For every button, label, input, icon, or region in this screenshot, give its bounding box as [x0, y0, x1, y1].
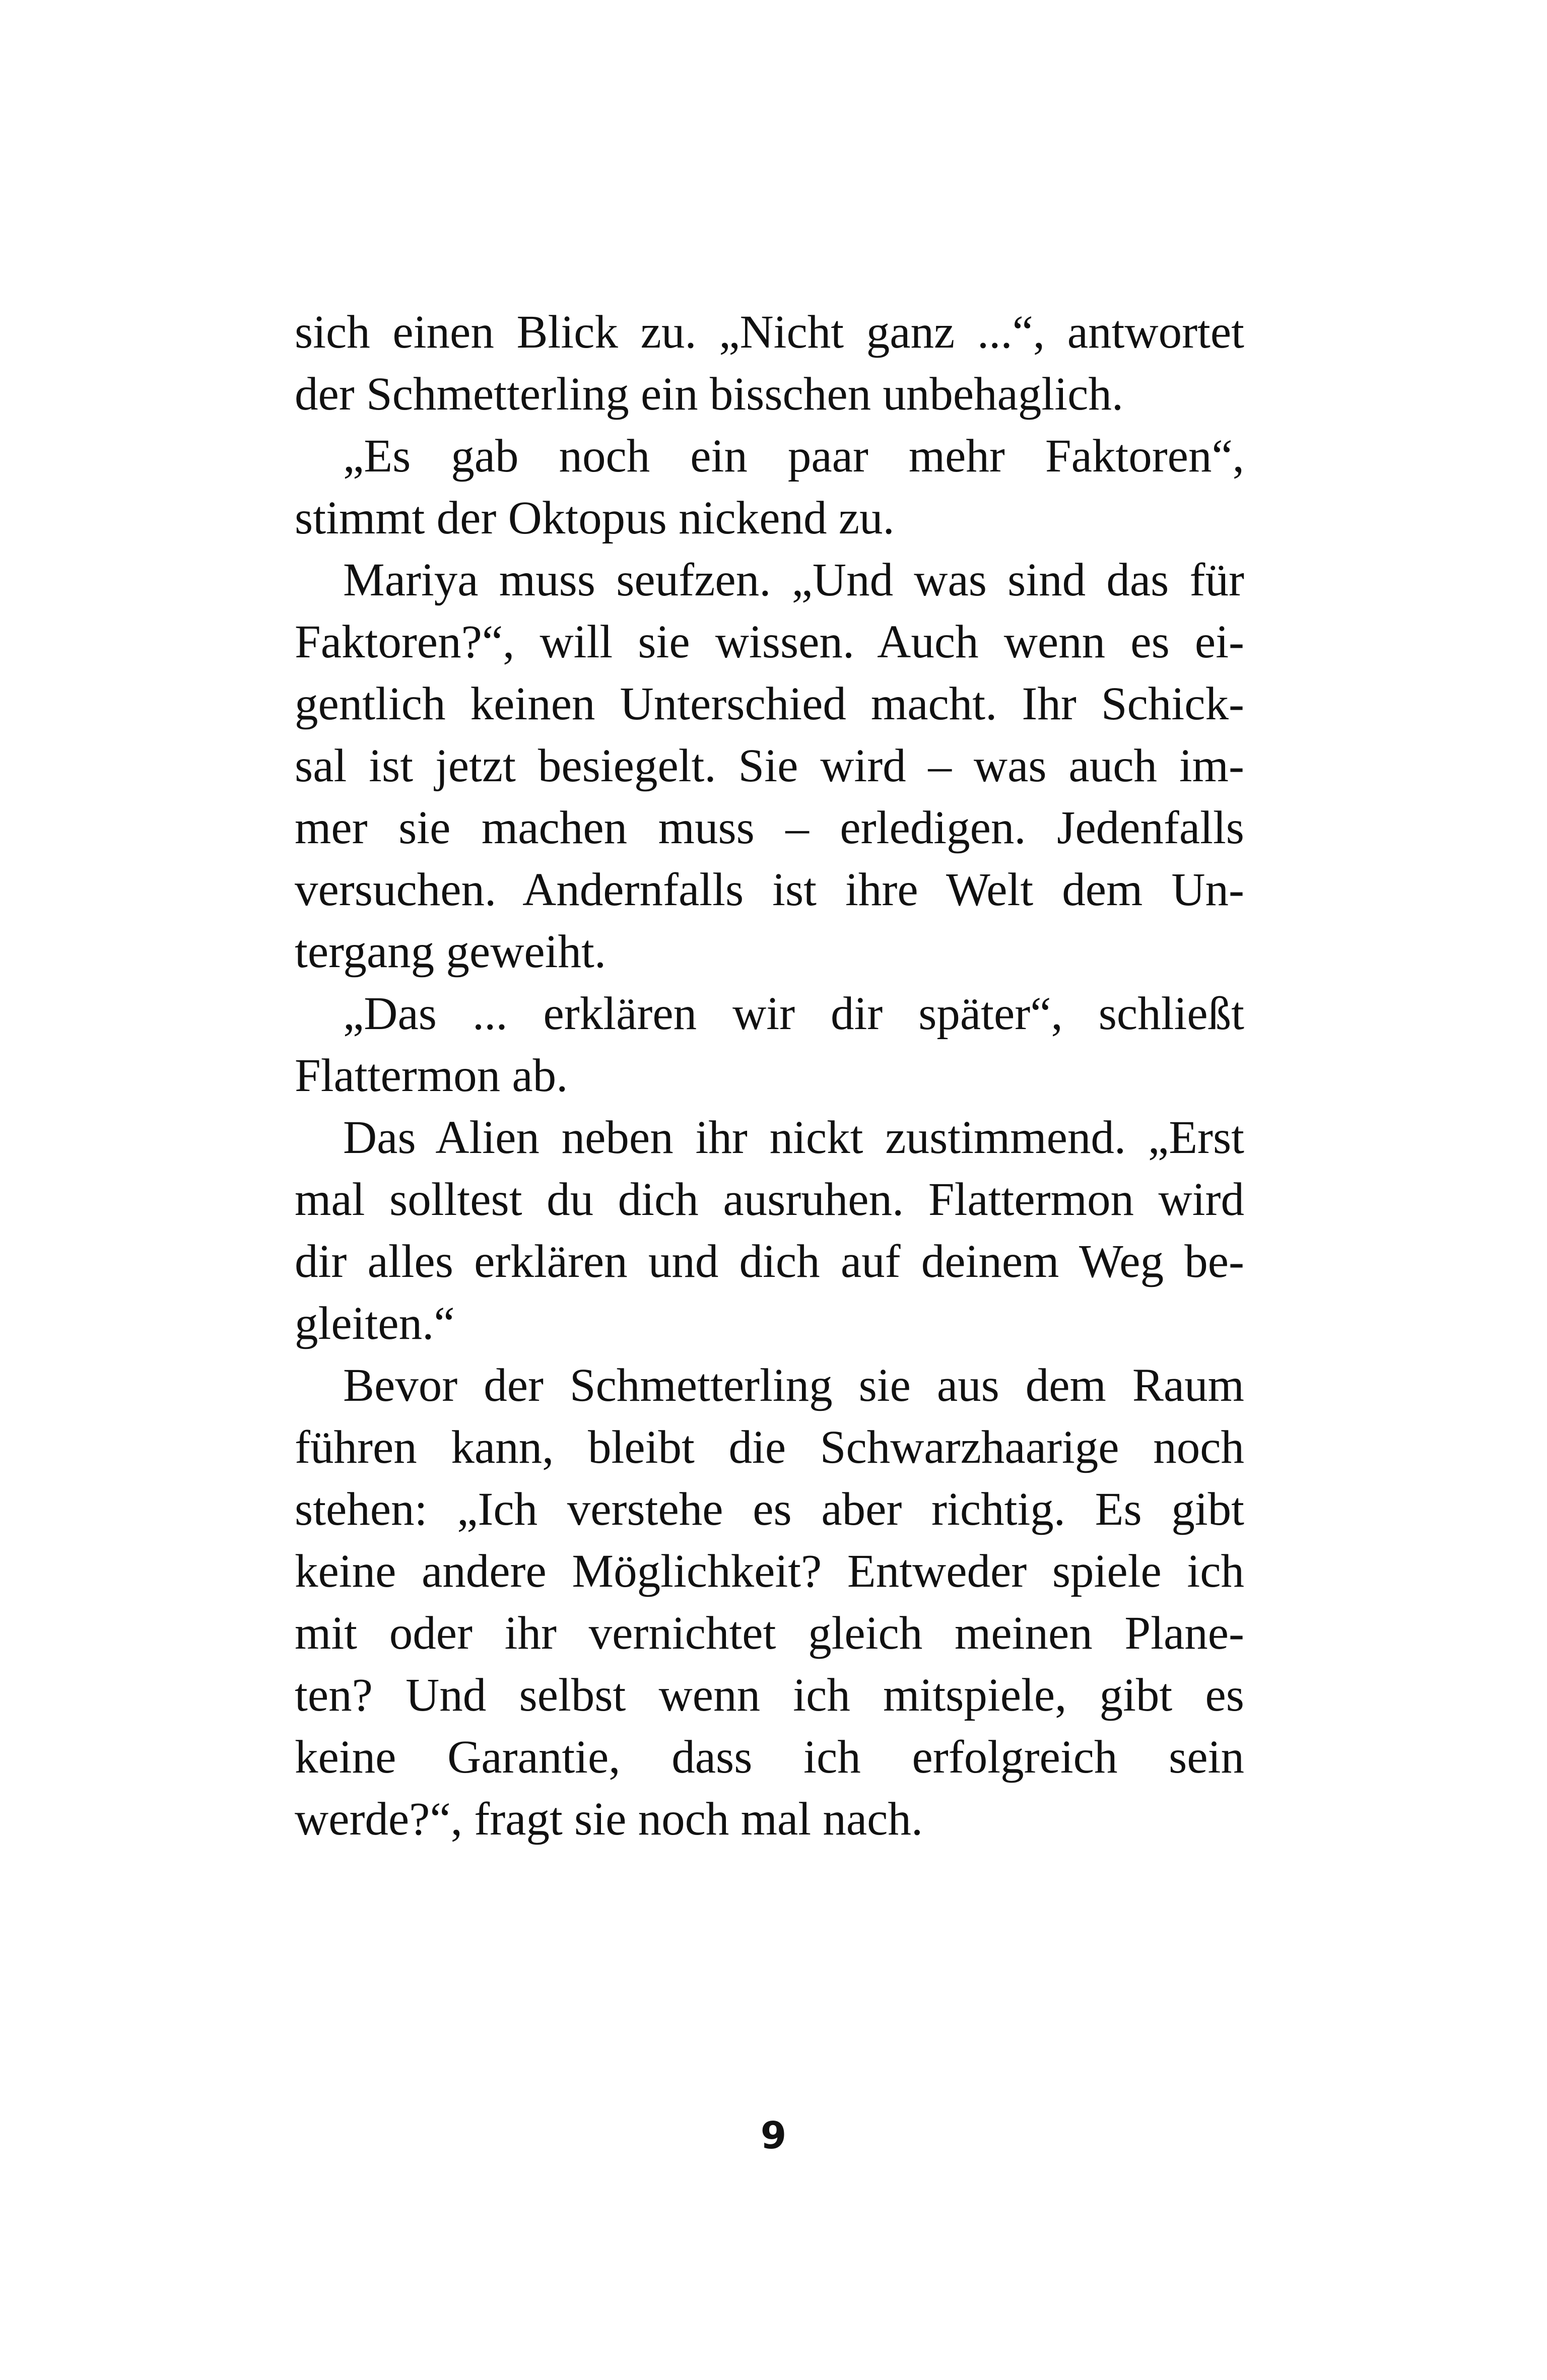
text-line: der Schmetterling ein bisschen unbehaglich.	[295, 368, 1124, 420]
text-line: mal solltest du dich ausruhen. Flattermon wird	[295, 1174, 1244, 1226]
text-line: „Das ... erklären wir dir später“, schließt	[343, 988, 1244, 1040]
text-line: sich einen Blick zu. „Nicht ganz ...“, antwortet	[295, 306, 1244, 358]
text-line: Bevor der Schmetterling sie aus dem Raum	[343, 1359, 1244, 1411]
text-line: mer sie machen muss – erledigen. Jedenfalls	[295, 802, 1244, 854]
text-line: sal ist jetzt besiegelt. Sie wird – was auch im-	[295, 740, 1244, 792]
text-line: Das Alien neben ihr nickt zustimmend. „Erst	[343, 1112, 1244, 1164]
text-line: keine Garantie, dass ich erfolgreich sein	[295, 1731, 1244, 1783]
text-line: führen kann, bleibt die Schwarzhaarige noch	[295, 1421, 1244, 1473]
text-line: keine andere Möglichkeit? Entweder spiele ich	[295, 1545, 1244, 1597]
text-line: mit oder ihr vernichtet gleich meinen Plane-	[295, 1607, 1244, 1659]
text-line: tergang geweiht.	[295, 926, 607, 978]
text-line: Mariya muss seufzen. „Und was sind das für	[343, 554, 1244, 606]
text-line: „Es gab noch ein paar mehr Faktoren“,	[343, 430, 1244, 482]
text-line: stehen: „Ich verstehe es aber richtig. Es gibt	[295, 1483, 1244, 1535]
text-line: versuchen. Andernfalls ist ihre Welt dem Un-	[295, 864, 1244, 916]
text-line: werde?“, fragt sie noch mal nach.	[295, 1793, 923, 1845]
page-number: 9	[760, 2114, 787, 2157]
text-line: Flattermon ab.	[295, 1050, 568, 1102]
text-line: gentlich keinen Unterschied macht. Ihr Schick-	[295, 678, 1244, 730]
text-line: ten? Und selbst wenn ich mitspiele, gibt es	[295, 1669, 1244, 1721]
text-line: gleiten.“	[295, 1298, 455, 1349]
body-text	[295, 301, 1244, 1850]
text-line: Faktoren?“, will sie wissen. Auch wenn es ei-	[295, 616, 1244, 668]
text-line: stimmt der Oktopus nickend zu.	[295, 492, 895, 544]
text-line: dir alles erklären und dich auf deinem Weg be-	[295, 1236, 1244, 1287]
